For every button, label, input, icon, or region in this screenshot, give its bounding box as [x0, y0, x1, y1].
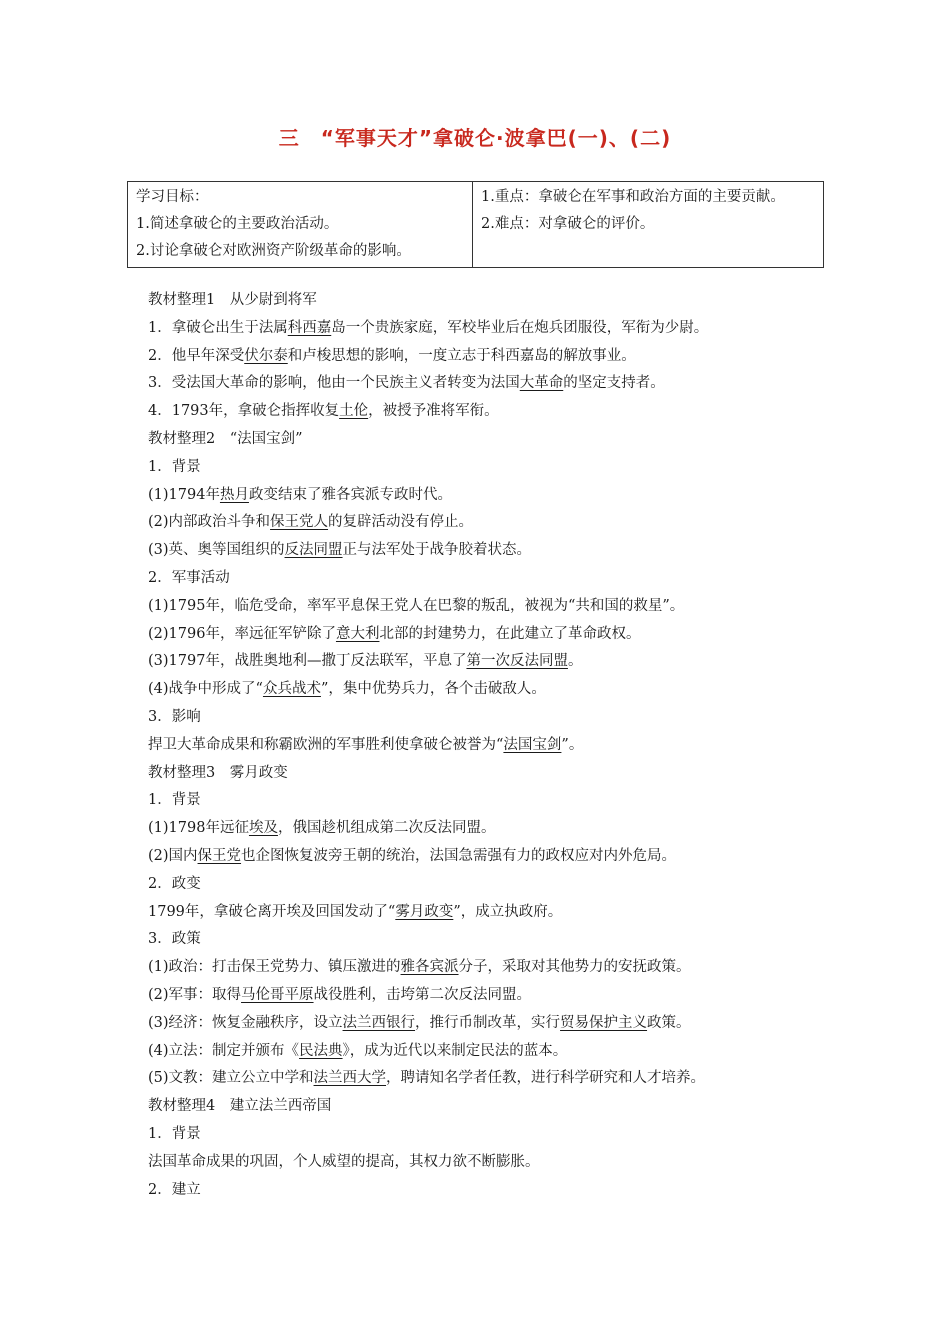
- text-segment: 岛一个贵族家庭，军校毕业后在炮兵团服役，军衔为少尉。: [331, 319, 709, 336]
- text-line: [148, 676, 838, 704]
- text-segment: 3．受法国大革命的影响，他由一个民族主义者转变为法国: [148, 375, 520, 392]
- underlined-term: 马伦哥平原: [241, 986, 314, 1003]
- text-segment: 北部的封建势力，在此建立了革命政权。: [379, 625, 641, 642]
- learning-goals-table: [127, 181, 824, 268]
- text-segment: 2．他早年深受: [148, 347, 245, 364]
- text-segment: (1)1794年: [148, 486, 220, 503]
- text-segment: ，被授予准将军衔。: [368, 403, 499, 420]
- underlined-term: 科西嘉: [287, 319, 332, 336]
- text-segment: 3．政策: [148, 931, 201, 948]
- text-segment: 也企图恢复波旁王朝的统治，法国急需强有力的政权应对内外危局。: [241, 847, 677, 864]
- text-segment: 教材整理4 建立法兰西帝国: [148, 1098, 332, 1115]
- text-segment: ，聘请知名学者任教，进行科学研究和人才培养。: [386, 1070, 706, 1087]
- text-segment: 正与法军处于战争胶着状态。: [342, 542, 532, 559]
- text-line: [148, 926, 838, 954]
- text-segment: 1．背景: [148, 458, 201, 475]
- text-line: [148, 565, 838, 593]
- text-segment: 的复辟活动没有停止。: [328, 514, 474, 531]
- underlined-term: 雾月政变: [395, 903, 454, 920]
- goal-item: 1.简述拿破仑的主要政治活动。: [136, 216, 339, 232]
- difficulty-item: 2.难点：对拿破仑的评价。: [481, 216, 655, 232]
- text-line: [148, 315, 838, 343]
- text-segment: 教材整理3 雾月政变: [148, 764, 288, 781]
- text-segment: 和卢梭思想的影响，一度立志于科西嘉岛的解放事业。: [287, 347, 636, 364]
- underlined-term: 雅各宾派: [400, 959, 459, 976]
- goals-heading: 学习目标：: [136, 189, 209, 205]
- underlined-term: 埃及: [248, 820, 278, 837]
- text-segment: 1．拿破仑出生于法属: [148, 319, 288, 336]
- underlined-term: 保王党: [197, 847, 242, 864]
- document-body: [148, 287, 838, 1204]
- text-line: [148, 648, 838, 676]
- text-segment: (4)立法：制定并颁布《: [148, 1042, 300, 1059]
- text-line: [148, 287, 838, 315]
- text-segment: 的坚定支持者。: [563, 375, 665, 392]
- text-line: [148, 871, 838, 899]
- text-line: [148, 815, 838, 843]
- underlined-term: 法兰西大学: [313, 1070, 387, 1087]
- underlined-term: 保王党人: [270, 514, 329, 531]
- text-line: [148, 1177, 838, 1205]
- text-segment: 教材整理2 “法国宝剑”: [148, 430, 303, 447]
- text-line: [148, 509, 838, 537]
- text-segment: (5)文教：建立公立中学和: [148, 1070, 314, 1087]
- text-segment: 2．政变: [148, 875, 201, 892]
- text-segment: 4．1793年，拿破仑指挥收复: [148, 403, 340, 420]
- key-points-cell: [473, 182, 824, 268]
- text-line: [148, 370, 838, 398]
- text-segment: (3)1797年，战胜奥地利—撒丁反法联军，平息了: [148, 653, 467, 670]
- underlined-term: 第一次反法同盟: [466, 653, 568, 670]
- underlined-term: 大革命: [519, 375, 564, 392]
- text-line: [148, 982, 838, 1010]
- underlined-term: 民法典: [299, 1042, 343, 1059]
- text-segment: 政变结束了雅各宾派专政时代。: [248, 486, 452, 503]
- text-line: [148, 398, 838, 426]
- text-segment: 教材整理1 从少尉到将军: [148, 292, 317, 308]
- underlined-term: 热月: [219, 486, 249, 503]
- text-segment: ”。: [561, 736, 584, 753]
- text-segment: (4)战争中形成了“: [148, 681, 263, 698]
- underlined-term: 反法同盟: [284, 542, 343, 559]
- text-segment: (2)1796年，率远征军铲除了: [148, 625, 336, 642]
- text-line: [148, 704, 838, 732]
- goals-cell: [128, 182, 473, 268]
- text-line: [148, 343, 838, 371]
- text-segment: 3．影响: [148, 708, 201, 725]
- text-line: [148, 593, 838, 621]
- text-line: [148, 787, 838, 815]
- text-segment: ”，成立执政府。: [453, 903, 563, 920]
- text-segment: ”，集中优势兵力，各个击破敌人。: [320, 681, 546, 698]
- text-segment: 法国革命成果的巩固，个人威望的提高，其权力欲不断膨胀。: [148, 1153, 540, 1170]
- text-segment: 1．背景: [148, 1125, 201, 1142]
- text-line: [148, 1093, 838, 1121]
- text-segment: (2)内部政治斗争和: [148, 514, 271, 531]
- text-segment: 1．背景: [148, 792, 201, 809]
- text-segment: (3)经济：恢复金融秩序，设立: [148, 1014, 343, 1031]
- text-segment: (2)国内: [148, 847, 198, 864]
- underlined-term: 法国宝剑: [503, 736, 562, 753]
- text-segment: 2．军事活动: [148, 569, 230, 586]
- text-segment: 战役胜利，击垮第二次反法同盟。: [313, 986, 532, 1003]
- page-title: 三 “军事天才”拿破仑·波拿巴(一)、(二): [278, 126, 672, 150]
- text-segment: (1)政治：打击保王党势力、镇压激进的: [148, 959, 401, 976]
- text-line: [148, 843, 838, 871]
- text-line: [148, 1038, 838, 1066]
- text-line: [148, 760, 838, 788]
- text-segment: ，推行币制改革，实行: [415, 1014, 561, 1031]
- text-segment: 。: [567, 653, 583, 670]
- text-line: [148, 537, 838, 565]
- text-line: [148, 426, 838, 454]
- text-line: [148, 1065, 838, 1093]
- text-segment: (2)军事：取得: [148, 986, 242, 1003]
- underlined-term: 土伦: [339, 403, 369, 420]
- text-line: [148, 1149, 838, 1177]
- underlined-term: 意大利: [335, 625, 380, 642]
- text-line: [148, 621, 838, 649]
- key-point-item: 1.重点：拿破仑在军事和政治方面的主要贡献。: [481, 189, 785, 205]
- underlined-term: 伏尔泰: [244, 347, 288, 364]
- underlined-term: 众兵战术: [262, 681, 321, 698]
- text-line: [148, 899, 838, 927]
- text-segment: (3)英、奥等国组织的: [148, 542, 285, 559]
- text-line: [148, 954, 838, 982]
- text-line: [148, 1010, 838, 1038]
- text-segment: (1)1798年远征: [148, 820, 249, 837]
- text-segment: 分子，采取对其他势力的安抚政策。: [458, 959, 691, 976]
- text-segment: 捍卫大革命成果和称霸欧洲的军事胜利使拿破仑被誉为“: [148, 736, 504, 753]
- goal-item: 2.讨论拿破仑对欧洲资产阶级革命的影响。: [136, 243, 411, 259]
- text-segment: 1799年，拿破仑离开埃及回国发动了“: [148, 903, 396, 920]
- text-segment: ，俄国趁机组成第二次反法同盟。: [277, 820, 496, 837]
- text-segment: 》，成为近代以来制定民法的蓝本。: [342, 1042, 568, 1059]
- underlined-term: 贸易保护主义: [560, 1014, 648, 1031]
- underlined-term: 法兰西银行: [342, 1014, 416, 1031]
- text-segment: (1)1795年，临危受命，率军平息保王党人在巴黎的叛乱，被视为“共和国的救星”。: [148, 597, 685, 614]
- text-line: [148, 454, 838, 482]
- text-line: [148, 732, 838, 760]
- text-segment: 2．建立: [148, 1181, 201, 1198]
- text-segment: 政策。: [647, 1014, 691, 1031]
- text-line: [148, 482, 838, 510]
- text-line: [148, 1121, 838, 1149]
